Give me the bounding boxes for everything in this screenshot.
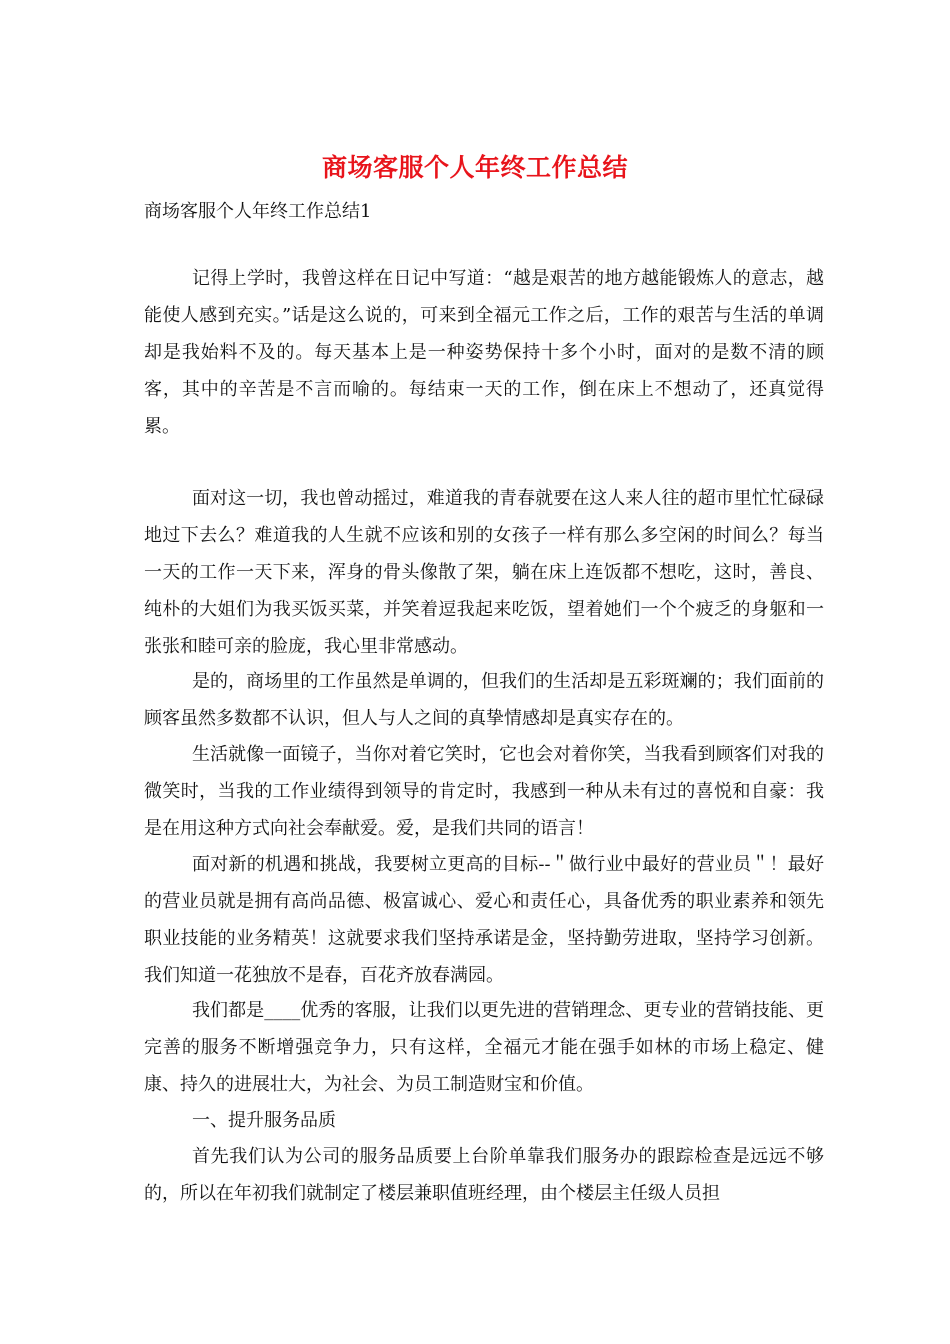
- paragraph-2: 面对这一切，我也曾动摇过，难道我的青春就要在这人来人往的超市里忙忙碌碌地过下去么？难道我的人生就不应该和别的女孩子一样有那么多空闲的时间么？每当一天的工作一天下来，浑身的骨头像散了架，躺在床上连饭都不想吃，这时，善良、纯朴的大姐们为我买饭买菜，并笑着逗我起来吃饭，望着她们一个个疲乏的身躯和一张张和睦可亲的脸庞，我心里非常感动。: [144, 488, 824, 657]
- document-title: 商场客服个人年终工作总结: [321, 153, 628, 182]
- document-subtitle: 商场客服个人年终工作总结1: [144, 201, 372, 222]
- paragraph-7: 首先我们认为公司的服务品质要上台阶单靠我们服务办的跟踪检查是远远不够的，所以在年初我们就制定了楼层兼职值班经理，由个楼层主任级人员担: [144, 1146, 824, 1204]
- paragraph-5: 面对新的机遇和挑战，我要树立更高的目标--＂做行业中最好的营业员＂！最好的营业员就是拥有高尚品德、极富诚心、爱心和责任心，具备优秀的职业素养和领先职业技能的业务精英！这就要求我们坚持承诺是金，坚持勤劳进取，坚持学习创新。我们知道一花独放不是春，百花齐放春满园。: [144, 854, 824, 986]
- paragraph-1: 记得上学时，我曾这样在日记中写道：“越是艰苦的地方越能锻炼人的意志，越能使人感到充实。”话是这么说的，可来到全福元工作之后，工作的艰苦与生活的单调却是我始料不及的。每天基本上是一种姿势保持十多个小时，面对的是数不清的顾客，其中的辛苦是不言而喻的。每结束一天的工作，倒在床上不想动了，还真觉得累。: [144, 268, 824, 437]
- paragraph-4: 生活就像一面镜子，当你对着它笑时，它也会对着你笑，当我看到顾客们对我的微笑时，当我的工作业绩得到领导的肯定时，我感到一种从未有过的喜悦和自豪：我是在用这种方式向社会奉献爱。爱，是我们共同的语言！: [144, 744, 824, 839]
- section-heading-1: 一、提升服务品质: [192, 1110, 336, 1131]
- paragraph-6: 我们都是____优秀的客服，让我们以更先进的营销理念、更专业的营销技能、更完善的服务不断增强竞争力，只有这样，全福元才能在强手如林的市场上稳定、健康、持久的进展壮大，为社会、为员工制造财宝和价值。: [144, 1000, 824, 1095]
- paragraph-3: 是的，商场里的工作虽然是单调的，但我们的生活却是五彩斑斓的；我们面前的顾客虽然多数都不认识，但人与人之间的真挚情感却是真实存在的。: [144, 671, 824, 729]
